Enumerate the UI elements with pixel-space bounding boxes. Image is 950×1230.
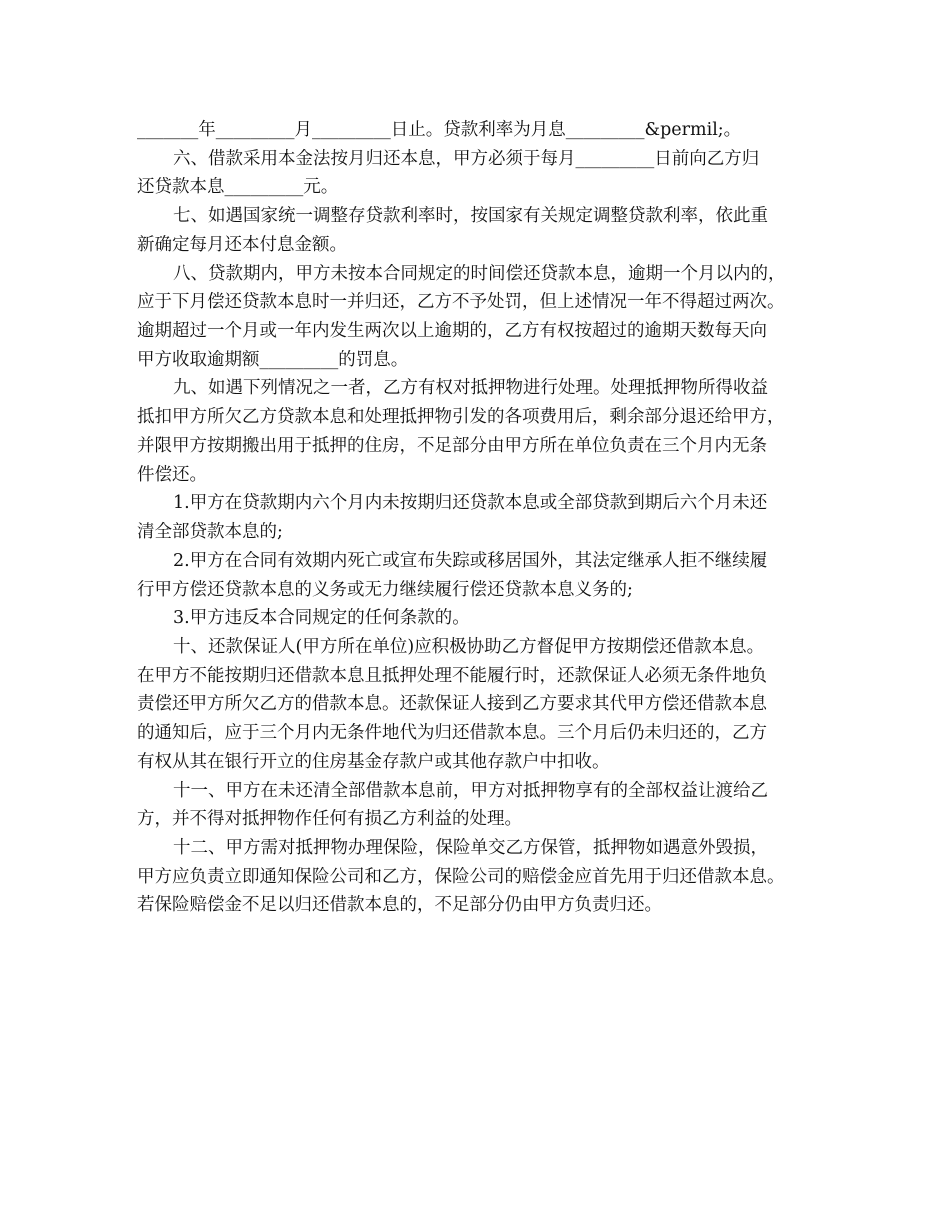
- text-line: 2.甲方在合同有效期内死亡或宣布失踪或移居国外，其法定继承人拒不继续履: [173, 550, 768, 571]
- text-line: 清全部贷款本息的;: [137, 522, 283, 543]
- text-line: 若保险赔偿金不足以归还借款本息的，不足部分仍由甲方负责归还。: [137, 895, 662, 916]
- text-line: 并限甲方按期搬出用于抵押的住房，不足部分由甲方所在单位负责在三个月内无条: [137, 435, 767, 456]
- text-line: 3.甲方违反本合同规定的任何条款的。: [173, 608, 470, 629]
- text-line: 六、借款采用本金法按月归还本息，甲方必须于每月_________日前向乙方归: [173, 148, 760, 169]
- text-line: 十一、甲方在未还清全部借款本息前，甲方对抵押物享有的全部权益让渡给乙: [173, 780, 768, 801]
- text-line: 新确定每月还本付息金额。: [137, 234, 347, 255]
- text-line: 甲方应负责立即通知保险公司和乙方，保险公司的赔偿金应首先用于归还借款本息。: [137, 866, 785, 887]
- text-line: 逾期超过一个月或一年内发生两次以上逾期的，乙方有权按超过的逾期天数每天向: [137, 321, 767, 342]
- text-line: 行甲方偿还贷款本息的义务或无力继续履行偿还贷款本息义务的;: [137, 579, 633, 600]
- text-line: 抵扣甲方所欠乙方贷款本息和处理抵押物引发的各项费用后，剩余部分退还给甲方，: [137, 407, 785, 428]
- text-line: 十二、甲方需对抵押物办理保险，保险单交乙方保管，抵押物如遇意外毁损，: [173, 837, 768, 858]
- text-line: 1.甲方在贷款期内六个月内未按期归还贷款本息或全部贷款到期后六个月未还: [173, 493, 768, 514]
- text-line: 件偿还。: [137, 464, 207, 485]
- text-line: 甲方收取逾期额_________的罚息。: [137, 349, 409, 370]
- text-line: _______年_________月_________日止。贷款利率为月息_________&permil;。: [137, 120, 742, 140]
- text-line: 有权从其在银行开立的住房基金存款户或其他存款户中扣收。: [137, 751, 610, 772]
- text-line: 的通知后，应于三个月内无条件地代为归还借款本息。三个月后仍未归还的，乙方: [137, 723, 767, 744]
- text-line: 责偿还甲方所欠乙方的借款本息。还款保证人接到乙方要求其代甲方偿还借款本息: [137, 694, 767, 715]
- text-line: 十、还款保证人(甲方所在单位)应积极协助乙方督促甲方按期偿还借款本息。: [173, 636, 765, 657]
- text-line: 还贷款本息_________元。: [137, 177, 339, 198]
- text-line: 应于下月偿还贷款本息时一并归还，乙方不予处罚，但上述情况一年不得超过两次。: [137, 292, 785, 313]
- text-line: 九、如遇下列情况之一者，乙方有权对抵押物进行处理。处理抵押物所得收益: [173, 378, 768, 399]
- text-line: 方，并不得对抵押物作任何有损乙方利益的处理。: [137, 809, 522, 830]
- text-line: 七、如遇国家统一调整存贷款利率时，按国家有关规定调整贷款利率，依此重: [173, 206, 768, 227]
- document-body: [137, 116, 827, 920]
- text-line: 八、贷款期内，甲方未按本合同规定的时间偿还贷款本息，逾期一个月以内的，: [173, 263, 786, 284]
- text-line: 在甲方不能按期归还借款本息且抵押处理不能履行时，还款保证人必须无条件地负: [137, 665, 767, 686]
